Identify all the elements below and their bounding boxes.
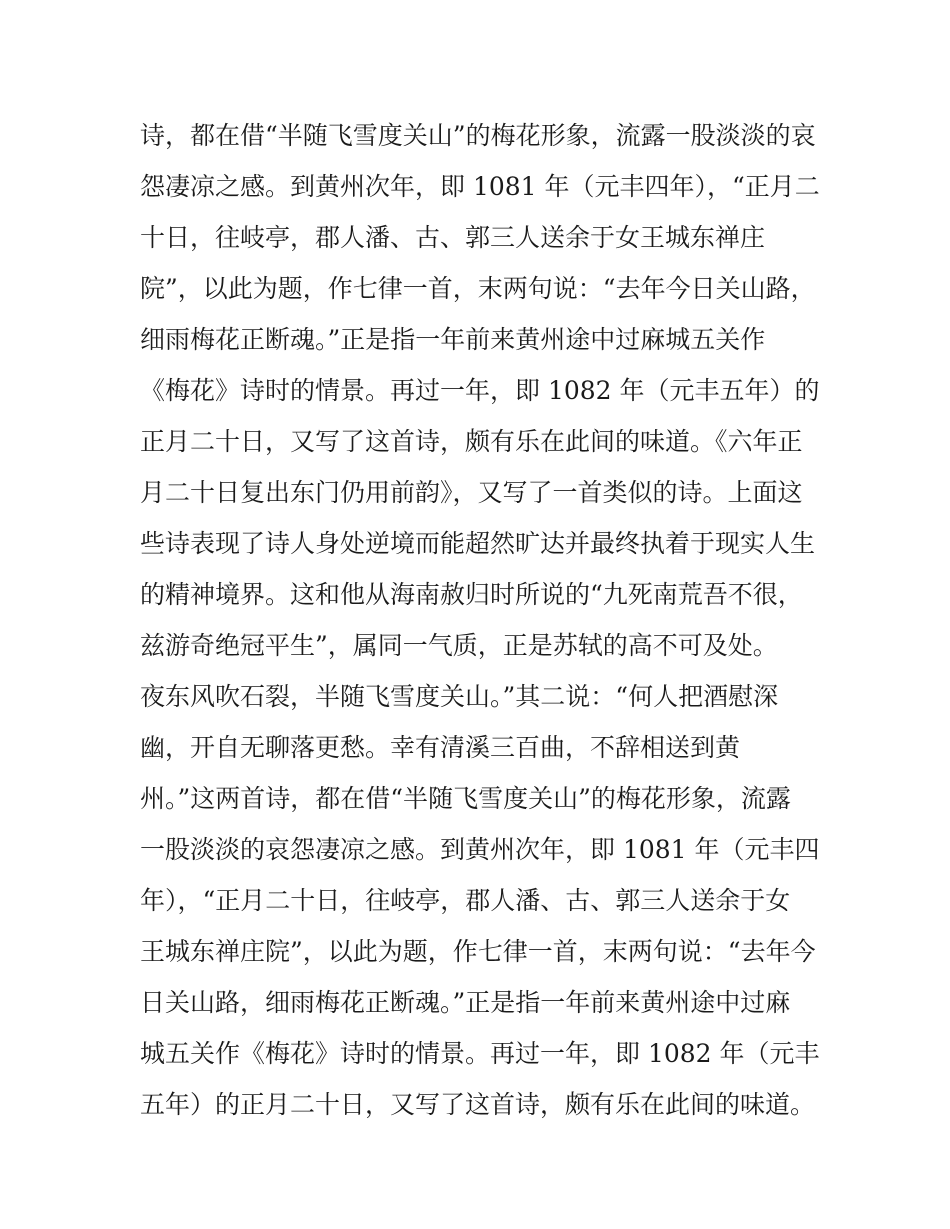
body-text <box>140 110 830 1130</box>
text-line: 细雨梅花正断魂。”正是指一年前来黄州途中过麻城五关作 <box>140 325 766 354</box>
text-line: 的精神境界。这和他从海南赦归时所说的“九死南荒吾不很， <box>140 580 803 609</box>
text-line: 一股淡淡的哀怨凄凉之感。到黄州次年，即 1081 年（元丰四 <box>140 835 820 864</box>
text-line: 《梅花》诗时的情景。再过一年，即 1082 年（元丰五年）的 <box>140 376 820 405</box>
text-line: 十日，往岐亭，郡人潘、古、郭三人送余于女王城东禅庄 <box>140 223 766 252</box>
text-line: 院”，以此为题，作七律一首，末两句说：“去年今日关山路， <box>140 274 816 303</box>
text-line: 五年）的正月二十日，又写了这首诗，颇有乐在此间的味道。 <box>140 1090 816 1119</box>
text-line: 夜东风吹石裂，半随飞雪度关山。”其二说：“何人把酒慰深 <box>140 682 779 711</box>
text-line: 正月二十日，又写了这首诗，颇有乐在此间的味道。《六年正 <box>140 427 803 456</box>
text-line: 城五关作《梅花》诗时的情景。再过一年，即 1082 年（元丰 <box>140 1039 820 1068</box>
text-line: 月二十日复出东门仍用前韵》，又写了一首类似的诗。上面这 <box>140 478 803 507</box>
text-line: 些诗表现了诗人身处逆境而能超然旷达并最终执着于现实人生 <box>140 529 816 558</box>
text-line: 王城东禅庄院”，以此为题，作七律一首，末两句说：“去年今 <box>140 937 816 966</box>
text-line: 州。”这两首诗，都在借“半随飞雪度关山”的梅花形象，流露 <box>140 784 791 813</box>
text-line: 日关山路，细雨梅花正断魂。”正是指一年前来黄州途中过麻 <box>140 988 791 1017</box>
text-line: 年），“正月二十日，往岐亭，郡人潘、古、郭三人送余于女 <box>140 886 791 915</box>
text-line: 兹游奇绝冠平生”，属同一气质，正是苏轼的高不可及处。 <box>140 631 778 660</box>
text-line: 诗，都在借“半随飞雪度关山”的梅花形象，流露一股淡淡的哀 <box>140 121 816 150</box>
text-line: 怨凄凉之感。到黄州次年，即 1081 年（元丰四年），“正月二 <box>140 172 820 201</box>
text-line: 幽，开自无聊落更愁。幸有清溪三百曲，不辞相送到黄 <box>140 733 741 762</box>
